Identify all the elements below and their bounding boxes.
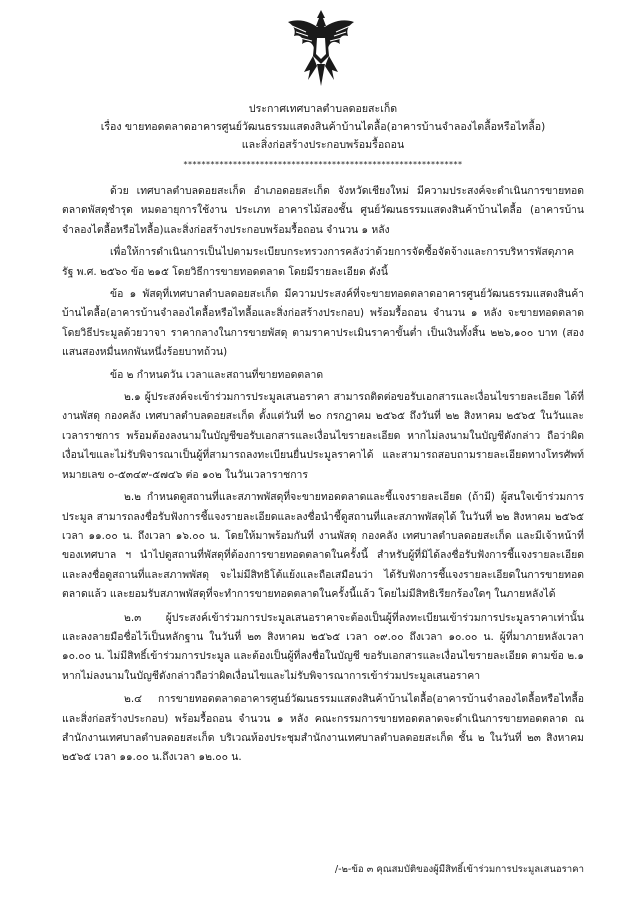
purpose-paragraph: เพื่อให้การดำเนินการเป็นไปตามระเบียบกระทรวงการคลังว่าด้วยการจัดซื้อจัดจ้างและการบริหารพัสดุภาครัฐ พ.ศ. ๒๕๖๐ ข้อ ๒๑๕ โดยวิธีการขายทอดตลาด โดยมีรายละเอียด ดังนี้	[62, 246, 575, 278]
page-continuation-note: /-๒-ข้อ ๓ คุณสมบัติของผู้มีสิทธิ์เข้าร่วมการประมูลเสนอราคา	[334, 864, 584, 875]
announcement-body	[62, 182, 584, 771]
garuda-emblem-icon	[284, 8, 358, 88]
clause-2-4: ๒.๔ การขายทอดตลาดอาคารศูนย์วัฒนธรรมแสดงสินค้าบ้านไตลื้อ(อาคารบ้านจำลองไตลื้อหรือไทลื้อและสิ่งก่อสร้างประกอบ) พร้อมรื้อถอน จำนวน ๑ หลัง คณะกรรมการขายทอดตลาดจะดำเนินการขายทอดตลาด ณ สำนักงานเทศบาลตำบลดอยสะเก็ด บริเวณห้องประชุมสำนักงานเทศบาลตำบลดอยสะเก็ด ชั้น ๒ ในวันที่ ๒๓ สิงหาคม ๒๕๖๕ เวลา ๑๑.๐๐ น.ถึงเวลา ๑๒.๐๐ น.	[62, 693, 584, 764]
clause-2-1: ๒.๑ ผู้ประสงค์จะเข้าร่วมการประมูลเสนอราคา สามารถติดต่อขอรับเอกสารและเงื่อนไขรายละเอียด ได้ที่งานพัสดุ กองคลัง เทศบาลตำบลดอยสะเก็ด ตั้งแต่วันที่ ๒๐ กรกฎาคม ๒๕๖๕ ถึงวันที่ ๒๒ สิงหาคม ๒๕๖๕ ในวันและเวลาราชการ พร้อมต้องลงนามในบัญชีขอรับเอกสารและเงื่อนไขรายละเอียด หากไม่ลงนามในบัญชีดังกล่าว ถือว่าผิดเงื่อนไขและไม่รับพิจารณาเป็นผู้ที่สามารถลงทะเบียนยื่นประมูลราคาได้ และสามารถสอบถามรายละเอียดทางโทรศัพท์หมายเลข ๐-๕๓๔๙-๕๗๔๖ ต่อ ๑๐๒ ในวันเวลาราชการ	[62, 391, 584, 481]
clause-1: ข้อ ๑ พัสดุที่เทศบาลตำบลดอยสะเก็ด มีความประสงค์ที่จะขายทอดตลาดอาคารศูนย์วัฒนธรรมแสดงสินค้าบ้านไตลื้อ(อาคารบ้านจำลองไตลื้อหรือไทลื้อและสิ่งก่อสร้างประกอบ) พร้อมรื้อถอน จำนวน ๑ หลัง จะขายทอดตลาด โดยวิธีประมูลด้วยวาจา ราคากลางในการขายพัสดุ ตามราคาประเมินราคาขั้นต่ำ เป็นเงินทั้งสิ้น ๒๒๖,๑๐๐ บาท (สองแสนสองหมื่นหกพันหนึ่งร้อยบาทถ้วน)	[62, 288, 584, 359]
intro-paragraph: ด้วย เทศบาลตำบลดอยสะเก็ด อำเภอดอยสะเก็ด จังหวัดเชียงใหม่ มีความประสงค์จะดำเนินการขายทอดตลาดพัสดุชำรุด หมดอายุการใช้งาน ประเภท อาคารไม้สองชั้น ศูนย์วัฒนธรรมแสดงสินค้าบ้านไตลื้อ (อาคารบ้านจำลองไตลื้อหรือไทลื้อ)และสิ่งก่อสร้างประกอบพร้อมรื้อถอน จำนวน ๑ หลัง	[62, 185, 584, 236]
clause-2-heading: ข้อ ๒ กำหนดวัน เวลาและสถานที่ขายทอดตลาด	[110, 368, 324, 381]
clause-2-2: ๒.๒ กำหนดดูสถานที่และสภาพพัสดุที่จะขายทอดตลาดและชี้แจงรายละเอียด (ถ้ามี) ผู้สนใจเข้าร่วมการประมูล สามารถลงชื่อรับฟังการชี้แจงรายละเอียดและลงชื่อนำชี้ดูสถานที่และสภาพพัสดุได้ ในวันที่ ๒๒ สิงหาคม ๒๕๖๕ เวลา ๑๑.๐๐ น. ถึงเวลา ๑๖.๐๐ น. โดยให้มาพร้อมกันที่ งานพัสดุ กองคลัง เทศบาลตำบลดอยสะเก็ด และมีเจ้าหน้าที่ของเทศบาล ฯ นำไปดูสถานที่พัสดุที่ต้องการขายทอดตลาดในครั้งนี้ สำหรับผู้ที่มิได้ลงชื่อรับฟังการชี้แจงรายละเอียดและลงชื่อดูสถานที่และสภาพพัสดุ จะไม่มีสิทธิโต้แย้งและถือเสมือนว่า ได้รับฟังการชี้แจงรายละเอียดในการขายทอดตลาดแล้ว และยอมรับสภาพพัสดุที่จะทำการขายทอดตลาดในครั้งนี้แล้ว โดยไม่มีสิทธิเรียกร้องใดๆ ในภายหลังได้	[62, 491, 584, 601]
announcement-title: ประกาศเทศบาลตำบลดอยสะเก็ด	[248, 103, 398, 115]
announcement-subject-cont: และสิ่งก่อสร้างประกอบพร้อมรื้อถอน	[241, 139, 405, 151]
clause-2-3: ๒.๓ ผู้ประสงค์เข้าร่วมการประมูลเสนอราคาจะต้องเป็นผู้ที่ลงทะเบียนเข้าร่วมการประมูลราคาเท่านั้น และลงลายมือชื่อไว้เป็นหลักฐาน ในวันที่ ๒๓ สิงหาคม ๒๕๖๕ เวลา ๐๙.๐๐ ถึงเวลา ๑๐.๐๐ น. ผู้ที่มาภายหลังเวลา ๑๐.๐๐ น. ไม่มีสิทธิ์เข้าร่วมการประมูล และต้องเป็นผู้ที่ลงชื่อในบัญชี ขอรับเอกสารและเงื่อนไขรายละเอียด ตามข้อ ๒.๑ หากไม่ลงนามในบัญชีดังกล่าวถือว่าผิดเงื่อนไขและไม่รับพิจารณาการเข้าร่วมประมูลเสนอราคา	[62, 611, 584, 682]
announcement-header	[62, 100, 584, 154]
separator-line: **************************************************************	[183, 160, 463, 169]
announcement-subject: เรื่อง ขายทอดตลาดอาคารศูนย์วัฒนธรรมแสดงสินค้าบ้านไตลื้อ(อาคารบ้านจำลองไตลื้อหรือไทลื้อ)	[100, 121, 546, 133]
